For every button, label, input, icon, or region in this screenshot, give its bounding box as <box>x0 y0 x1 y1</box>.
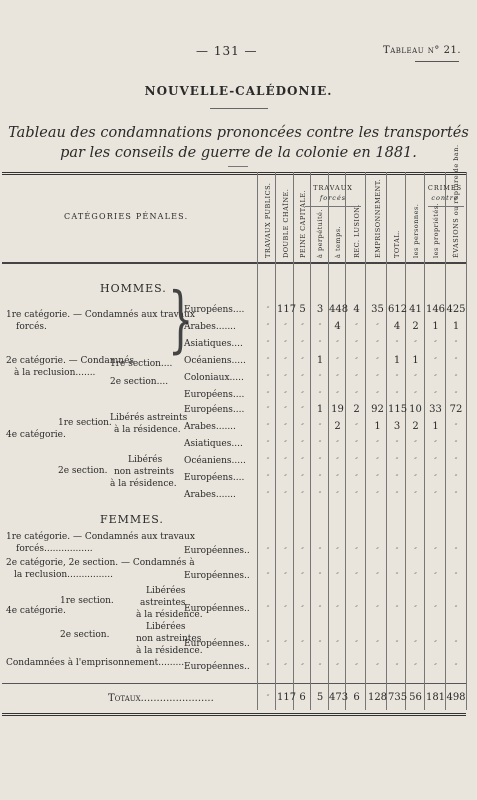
table-cell: 5 <box>299 304 306 315</box>
table-cell: ″ <box>301 474 304 482</box>
row-label: Européens.... <box>184 305 245 315</box>
f-s2-desc1: Libérées <box>146 622 186 632</box>
table-cell: ″ <box>301 391 304 399</box>
table-cell: ″ <box>318 374 322 382</box>
table-cell: ″ <box>434 440 437 448</box>
table-cell: ″ <box>355 572 358 580</box>
table-cell: ″ <box>284 663 287 671</box>
section-hommes: HOMMES. <box>100 282 167 295</box>
table-cell: ″ <box>266 391 270 399</box>
table-cell: ″ <box>414 663 417 671</box>
table-cell: 448 <box>329 304 349 315</box>
table-cell: 35 <box>371 304 384 315</box>
row-label: Européennes.. <box>184 662 250 672</box>
row-label: Européennes.. <box>184 546 250 556</box>
table-cell: ″ <box>266 440 270 448</box>
table-cell: ″ <box>284 572 287 580</box>
table-cell: 1 <box>432 421 439 432</box>
table-cell: ″ <box>355 474 358 482</box>
table-cell: ″ <box>376 391 379 399</box>
table-cell: ″ <box>355 547 358 555</box>
table-cell: ″ <box>414 572 417 580</box>
table-cell: 4 <box>334 321 341 332</box>
table-cell: ″ <box>318 474 322 482</box>
table-cell: ″ <box>318 457 322 465</box>
table-cell: ″ <box>395 457 399 465</box>
table-cell: ″ <box>266 605 270 613</box>
table-cell: ″ <box>301 572 304 580</box>
column-header: à temps. <box>333 225 342 258</box>
group-crimes: CRIMES <box>427 184 463 192</box>
table-cell: ″ <box>434 391 437 399</box>
h-cat4-s2-desc1: Libérés <box>128 455 163 465</box>
table-cell: ″ <box>266 457 270 465</box>
table-cell: ″ <box>336 340 339 348</box>
row-label: Européens.... <box>184 405 245 415</box>
table-cell: ″ <box>266 374 270 382</box>
table-cell: ″ <box>284 440 287 448</box>
table-cell: ″ <box>355 640 358 648</box>
table-cell: 92 <box>371 404 384 415</box>
h-cat4: 4e catégorie. <box>6 430 66 440</box>
group-forces: forcés <box>319 194 347 202</box>
totals-cell: 735 <box>388 692 408 703</box>
subtitle-rule <box>228 166 248 167</box>
table-cell: ″ <box>376 457 379 465</box>
table-cell: ″ <box>336 547 339 555</box>
table-cell: ″ <box>434 605 437 613</box>
table-cell: ″ <box>454 391 458 399</box>
row-label: Européennes.. <box>184 604 250 614</box>
column-divider <box>466 172 467 710</box>
group-travaux: TRAVAUX <box>313 184 353 192</box>
h-cat4-s1-desc1: Libérés astreints <box>110 413 188 423</box>
table-cell: ″ <box>434 374 437 382</box>
table-cell: ″ <box>301 640 304 648</box>
table-cell: ″ <box>376 663 379 671</box>
table-cell: 612 <box>388 304 408 315</box>
column-header: à perpétuité. <box>316 209 324 258</box>
table-cell: ″ <box>266 491 270 499</box>
table-cell: ″ <box>395 605 399 613</box>
table-cell: ″ <box>395 547 399 555</box>
table-cell: ″ <box>414 605 417 613</box>
tableau-underline <box>415 61 459 62</box>
column-header: ÉVASIONS ou rupture de ban. <box>452 144 460 258</box>
f-cat2-line1: 2e catégorie, 2e section. — Condamnés à <box>6 558 195 568</box>
table-cell: ″ <box>336 457 339 465</box>
column-header: les propriétés. <box>431 202 440 258</box>
table-cell: 4 <box>393 321 401 332</box>
table-cell: ″ <box>376 640 379 648</box>
subtitle-line-1: Tableau des condamnations prononcées contre les transportés <box>8 125 469 141</box>
table-cell: 2 <box>334 421 341 432</box>
table-cell: ″ <box>454 374 458 382</box>
table-cell: ″ <box>301 605 304 613</box>
totals-cell: 181 <box>425 692 446 703</box>
totals-cell: ″ <box>266 694 270 702</box>
table-cell: ″ <box>395 391 399 399</box>
table-cell: ″ <box>284 357 287 365</box>
table-cell: ″ <box>434 640 437 648</box>
h-cat4-s2-desc3: à la résidence. <box>110 479 177 489</box>
page-header <box>0 44 477 60</box>
table-cell: ″ <box>318 663 322 671</box>
page-title: NOUVELLE-CALÉDONIE. <box>144 84 333 98</box>
table-cell: ″ <box>336 640 339 648</box>
table-cell: ″ <box>434 491 437 499</box>
table-cell: ″ <box>284 340 287 348</box>
table-cell: ″ <box>454 357 458 365</box>
table-cell: ″ <box>355 423 358 431</box>
h-cat1-line2: forcés. <box>16 322 47 332</box>
table-cell: ″ <box>301 406 304 414</box>
table-cell: ″ <box>318 572 322 580</box>
table-cell: ″ <box>376 357 379 365</box>
h-cat1-line1: 1re catégorie. — Condamnés aux travaux <box>6 310 195 320</box>
h-cat4-s2-desc2: non astreints <box>114 467 175 477</box>
table-cell: ″ <box>266 406 270 414</box>
table-cell: ″ <box>454 547 458 555</box>
table-cell: ″ <box>318 491 322 499</box>
tableau-label: Tableau n° 21. <box>383 45 461 56</box>
table-cell: ″ <box>266 474 270 482</box>
table-cell: ″ <box>301 491 304 499</box>
table-cell: ″ <box>454 491 458 499</box>
table-cell: ″ <box>266 547 270 555</box>
table-cell: ″ <box>336 374 339 382</box>
table-cell: ″ <box>301 323 304 331</box>
column-header: PEINE CAPITALE. <box>298 189 307 258</box>
table-cell: ″ <box>376 605 379 613</box>
h-cat2-line1: 2e catégorie. — Condamnés <box>6 356 135 366</box>
f-s1-desc3: à la résidence. <box>136 610 203 620</box>
table-cell: ″ <box>355 491 358 499</box>
totals-cell: 128 <box>367 692 388 703</box>
table-cell: ″ <box>355 605 358 613</box>
row-label: Coloniaux..... <box>184 373 244 383</box>
totals-cell: 56 <box>409 692 422 703</box>
totals-cell: 117 <box>277 692 297 703</box>
table-cell: ″ <box>376 323 379 331</box>
header-rule <box>2 262 466 264</box>
table-cell: ″ <box>336 474 339 482</box>
table-cell: 1 <box>316 404 324 415</box>
table-cell: ″ <box>355 323 358 331</box>
table-cell: 10 <box>409 404 422 415</box>
table-cell: ″ <box>414 340 417 348</box>
h-cat2-s1: 1re section.... <box>110 359 173 369</box>
f-s1-desc2: astreintes <box>140 598 186 608</box>
table-cell: 1 <box>432 321 439 332</box>
table-cell: ″ <box>336 357 339 365</box>
totals-rule <box>2 683 466 684</box>
table-cell: ″ <box>318 340 322 348</box>
table-cell: ″ <box>414 491 417 499</box>
table-cell: ″ <box>318 323 322 331</box>
h-cat2-line2: à la reclusion....... <box>14 368 96 378</box>
table-cell: ″ <box>355 357 358 365</box>
table-cell: ″ <box>376 374 379 382</box>
table-cell: 19 <box>331 404 344 415</box>
table-cell: ″ <box>318 640 322 648</box>
table-cell: ″ <box>395 340 399 348</box>
table-cell: ″ <box>284 640 287 648</box>
table-cell: ″ <box>336 491 339 499</box>
table-cell: ″ <box>284 547 287 555</box>
table-cell: ″ <box>301 340 304 348</box>
table-cell: ″ <box>355 374 358 382</box>
table-cell: ″ <box>376 547 379 555</box>
f-s1: 1re section. <box>60 596 114 606</box>
table-cell: ″ <box>284 406 287 414</box>
categories-header: CATÉGORIES PÉNALES. <box>64 212 189 221</box>
table-cell: ″ <box>284 391 287 399</box>
table-cell: ″ <box>376 440 379 448</box>
table-cell: ″ <box>414 440 417 448</box>
table-cell: 1 <box>374 421 381 432</box>
table-cell: ″ <box>301 374 304 382</box>
table-cell: ″ <box>318 423 322 431</box>
totals-cell: 6 <box>299 692 306 703</box>
f-s1-desc1: Libérées <box>146 586 186 596</box>
table-cell: 1 <box>316 355 324 366</box>
table-cell: ″ <box>395 440 399 448</box>
f-cat4: 4e catégorie. <box>6 606 66 616</box>
section-femmes: FEMMES. <box>100 513 164 526</box>
row-label: Européennes.. <box>184 571 250 581</box>
row-label: Européens.... <box>184 473 245 483</box>
table-cell: ″ <box>434 474 437 482</box>
h-cat2-s2: 2e section.... <box>110 377 169 387</box>
table-cell: ″ <box>336 391 339 399</box>
table-cell: ″ <box>414 640 417 648</box>
column-header: REC. LUSION. <box>352 204 361 258</box>
table-cell: ″ <box>434 547 437 555</box>
table-cell: ″ <box>376 340 379 348</box>
table-cell: ″ <box>395 374 399 382</box>
table-cell: ″ <box>284 605 287 613</box>
table-cell: ″ <box>301 457 304 465</box>
totals-cell: 498 <box>446 692 466 703</box>
subtitle-line-2: par les conseils de guerre de la colonie en 1881. <box>60 145 417 161</box>
table-cell: ″ <box>434 357 437 365</box>
table-cell: ″ <box>355 340 358 348</box>
row-label: Asiatiques.... <box>184 339 243 349</box>
column-header: TRAVAUX PUBLICS. <box>264 182 272 258</box>
h-cat4-s1: 1re section. <box>58 418 112 428</box>
table-cell: 41 <box>409 304 422 315</box>
row-label: Arabes....... <box>184 322 236 332</box>
table-cell: ″ <box>355 457 358 465</box>
f-cat1-line2: forcés................. <box>16 544 93 554</box>
f-emprisonnement: Condamnées à l'emprisonnement......... <box>6 658 185 668</box>
table-cell: ″ <box>454 423 458 431</box>
table-cell: ″ <box>336 572 339 580</box>
table-cell: ″ <box>284 457 287 465</box>
table-cell: ″ <box>414 547 417 555</box>
column-header: TOTAL. <box>393 230 401 258</box>
table-cell: ″ <box>318 605 322 613</box>
table-cell: ″ <box>266 423 270 431</box>
table-cell: 3 <box>316 304 324 315</box>
totals-label: Totaux....................... <box>108 693 214 704</box>
table-cell: ″ <box>395 640 399 648</box>
table-cell: ″ <box>434 340 437 348</box>
table-cell: 115 <box>388 404 408 415</box>
table-cell: ″ <box>336 440 339 448</box>
table-cell: ″ <box>454 340 458 348</box>
table-cell: ″ <box>454 605 458 613</box>
totals-cell: 473 <box>329 692 349 703</box>
h-cat4-s1-desc2: à la résidence. <box>114 425 181 435</box>
table-cell: ″ <box>395 663 399 671</box>
table-cell: ″ <box>395 474 399 482</box>
totals-cell: 5 <box>316 692 324 703</box>
f-cat2-line2: la reclusion................ <box>14 570 113 580</box>
row-label: Européennes.. <box>184 639 250 649</box>
table-cell: 1 <box>412 355 419 366</box>
row-label: Arabes....... <box>184 490 236 500</box>
table-cell: 72 <box>449 404 463 415</box>
table-cell: ″ <box>454 457 458 465</box>
table-cell: ″ <box>414 474 417 482</box>
group-contre: contre <box>431 194 459 202</box>
table-cell: ″ <box>336 605 339 613</box>
totals-cell: 6 <box>353 692 360 703</box>
table-cell: ″ <box>266 640 270 648</box>
page-number: — 131 — <box>196 44 258 58</box>
table-cell: 3 <box>393 421 401 432</box>
table-cell: ″ <box>318 440 322 448</box>
table-cell: 146 <box>425 304 446 315</box>
table-cell: ″ <box>266 572 270 580</box>
row-label: Arabes....... <box>184 422 236 432</box>
table-cell: ″ <box>355 440 358 448</box>
table-cell: ″ <box>318 391 322 399</box>
table-cell: 2 <box>353 404 360 415</box>
table-cell: ″ <box>376 491 379 499</box>
table-cell: 425 <box>446 304 466 315</box>
row-label: Asiatiques.... <box>184 439 243 449</box>
f-s2: 2e section. <box>60 630 110 640</box>
table-cell: ″ <box>336 663 339 671</box>
table-cell: ″ <box>355 391 358 399</box>
table-cell: ″ <box>266 663 270 671</box>
table-cell: ″ <box>454 474 458 482</box>
table-cell: ″ <box>284 474 287 482</box>
table-cell: ″ <box>454 572 458 580</box>
column-header: DOUBLE CHAÎNE. <box>281 188 290 258</box>
table-cell: ″ <box>266 306 270 314</box>
row-label: Européens.... <box>184 390 245 400</box>
table-cell: ″ <box>284 323 287 331</box>
table-cell: ″ <box>414 457 417 465</box>
table-cell: ″ <box>284 374 287 382</box>
table-cell: ″ <box>376 474 379 482</box>
table-cell: ″ <box>454 663 458 671</box>
table-cell: ″ <box>301 663 304 671</box>
row-label: Océaniens..... <box>184 456 246 466</box>
table-cell: ″ <box>284 491 287 499</box>
table-cell: 1 <box>452 321 460 332</box>
table-cell: ″ <box>284 423 287 431</box>
table-cell: ″ <box>454 440 458 448</box>
table-cell: ″ <box>395 491 399 499</box>
table-cell: ″ <box>434 663 437 671</box>
table-cell: 33 <box>429 404 442 415</box>
table-cell: ″ <box>266 323 270 331</box>
table-cell: ″ <box>301 357 304 365</box>
table-cell: ″ <box>414 374 417 382</box>
table-cell: ″ <box>318 547 322 555</box>
table-cell: ″ <box>395 572 399 580</box>
table-cell: ″ <box>301 547 304 555</box>
table-cell: ″ <box>266 340 270 348</box>
column-divider <box>257 172 258 710</box>
table-cell: ″ <box>301 423 304 431</box>
table-cell: ″ <box>355 663 358 671</box>
row-label: Océaniens..... <box>184 356 246 366</box>
table-cell: ″ <box>454 640 458 648</box>
table-cell: ″ <box>301 440 304 448</box>
table-cell: ″ <box>434 457 437 465</box>
column-header: les personnes. <box>411 203 420 258</box>
table-cell: ″ <box>414 391 417 399</box>
table-cell: ″ <box>266 357 270 365</box>
f-s2-desc3: à la résidence. <box>136 646 203 656</box>
column-header: EMPRISONNEMENT. <box>373 178 382 258</box>
h-cat4-s2: 2e section. <box>58 466 108 476</box>
table-cell: 4 <box>353 304 360 315</box>
table-cell: ″ <box>376 572 379 580</box>
table-cell: 2 <box>412 321 419 332</box>
table-cell: ″ <box>434 572 437 580</box>
f-s2-desc2: non astreintes <box>136 634 202 644</box>
title-rule <box>210 108 268 109</box>
table-cell: 117 <box>277 304 297 315</box>
table-cell: 2 <box>412 421 419 432</box>
f-cat1-line1: 1re catégorie. — Condamnés aux travaux <box>6 532 195 542</box>
table-cell: 1 <box>393 355 401 366</box>
brace-cat1: } <box>168 278 194 362</box>
